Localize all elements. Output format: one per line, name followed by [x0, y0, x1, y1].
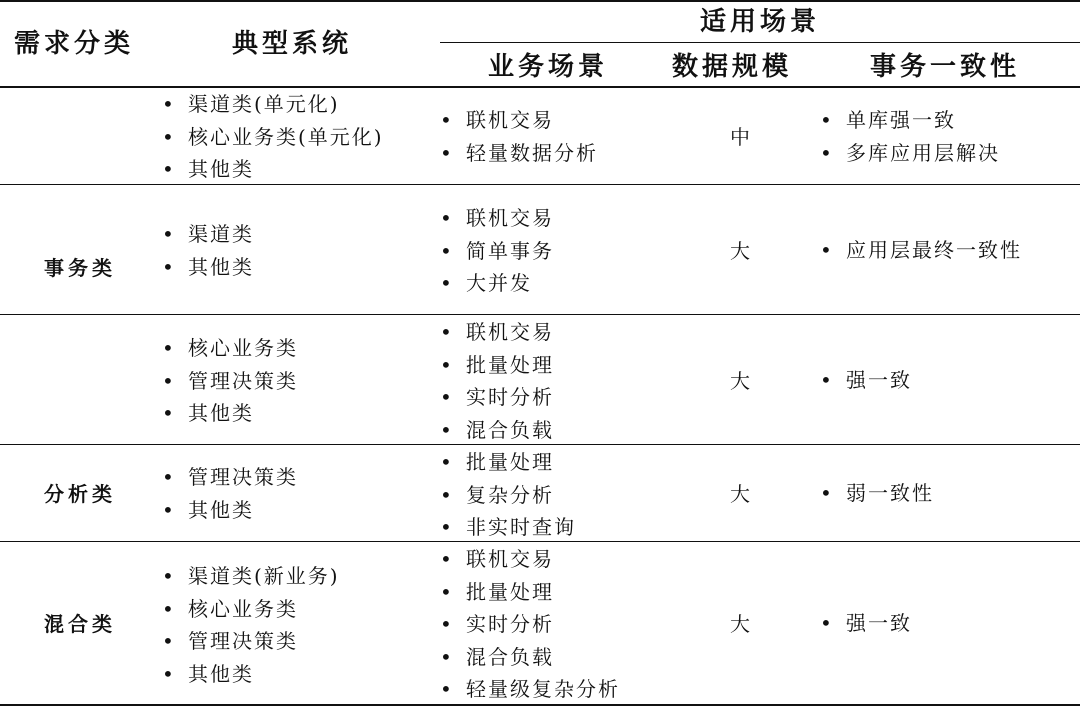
list-item: • 其他类 — [162, 153, 384, 186]
list-item: • 批量处理 — [440, 446, 576, 479]
list-item: • 渠道类(单元化) — [162, 88, 384, 121]
header-category: 需求分类 — [14, 29, 135, 59]
systems-list — [162, 218, 254, 283]
list-item: • 核心业务类 — [162, 593, 340, 626]
list-item: • 批量处理 — [440, 349, 554, 382]
header-applicable-scenarios: 适用场景 — [700, 7, 821, 37]
systems-list — [162, 88, 384, 186]
list-item: • 联机交易 — [440, 543, 620, 576]
systems-list — [162, 332, 298, 430]
list-item: • 批量处理 — [440, 576, 620, 609]
list-item: • 其他类 — [162, 658, 340, 691]
list-item: • 强一致 — [820, 607, 912, 640]
list-item: • 实时分析 — [440, 381, 554, 414]
scenarios-list — [440, 202, 554, 300]
list-item: • 渠道类(新业务) — [162, 560, 340, 593]
list-item: • 联机交易 — [440, 316, 554, 349]
list-item: • 混合负载 — [440, 414, 554, 447]
data-scale-value: 大 — [730, 369, 750, 393]
row-divider — [0, 314, 1080, 315]
list-item: • 复杂分析 — [440, 479, 576, 512]
list-item: • 核心业务类 — [162, 332, 298, 365]
header-data-scale: 数据规模 — [672, 52, 793, 82]
list-item: • 联机交易 — [440, 104, 598, 137]
category-analysis: 分析类 — [44, 482, 116, 506]
scenarios-list — [440, 543, 620, 706]
table-top-rule — [0, 0, 1080, 2]
list-item: • 管理决策类 — [162, 461, 298, 494]
consistency-list — [820, 364, 912, 397]
header-transaction-consistency: 事务一致性 — [870, 52, 1021, 82]
consistency-list — [820, 477, 934, 510]
list-item: • 轻量数据分析 — [440, 137, 598, 170]
category-hybrid: 混合类 — [44, 612, 116, 636]
list-item: • 管理决策类 — [162, 625, 340, 658]
list-item: • 实时分析 — [440, 608, 620, 641]
list-item: • 其他类 — [162, 494, 298, 527]
data-scale-value: 大 — [730, 239, 750, 263]
consistency-list — [820, 234, 1022, 267]
scenarios-list — [440, 316, 554, 446]
systems-list — [162, 560, 340, 690]
list-item: • 混合负载 — [440, 641, 620, 674]
category-transaction: 事务类 — [44, 256, 116, 280]
data-scale-value: 大 — [730, 482, 750, 506]
header-subgroup-rule — [440, 42, 1080, 43]
list-item: • 强一致 — [820, 364, 912, 397]
list-item: • 大并发 — [440, 267, 554, 300]
header-typical-system: 典型系统 — [232, 29, 353, 59]
list-item: • 轻量级复杂分析 — [440, 673, 620, 706]
list-item: • 核心业务类(单元化) — [162, 121, 384, 154]
list-item: • 其他类 — [162, 397, 298, 430]
list-item: • 联机交易 — [440, 202, 554, 235]
list-item: • 弱一致性 — [820, 477, 934, 510]
list-item: • 渠道类 — [162, 218, 254, 251]
systems-list — [162, 461, 298, 526]
list-item: • 简单事务 — [440, 235, 554, 268]
list-item: • 其他类 — [162, 251, 254, 284]
list-item: • 应用层最终一致性 — [820, 234, 1022, 267]
consistency-list — [820, 104, 1000, 169]
scenarios-list — [440, 446, 576, 544]
list-item: • 非实时查询 — [440, 511, 576, 544]
list-item: • 单库强一致 — [820, 104, 1000, 137]
list-item: • 管理决策类 — [162, 365, 298, 398]
header-business-scenario: 业务场景 — [488, 52, 609, 82]
list-item: • 多库应用层解决 — [820, 137, 1000, 170]
data-scale-value: 中 — [730, 125, 750, 149]
data-scale-value: 大 — [730, 612, 750, 636]
consistency-list — [820, 607, 912, 640]
scenarios-list — [440, 104, 598, 169]
